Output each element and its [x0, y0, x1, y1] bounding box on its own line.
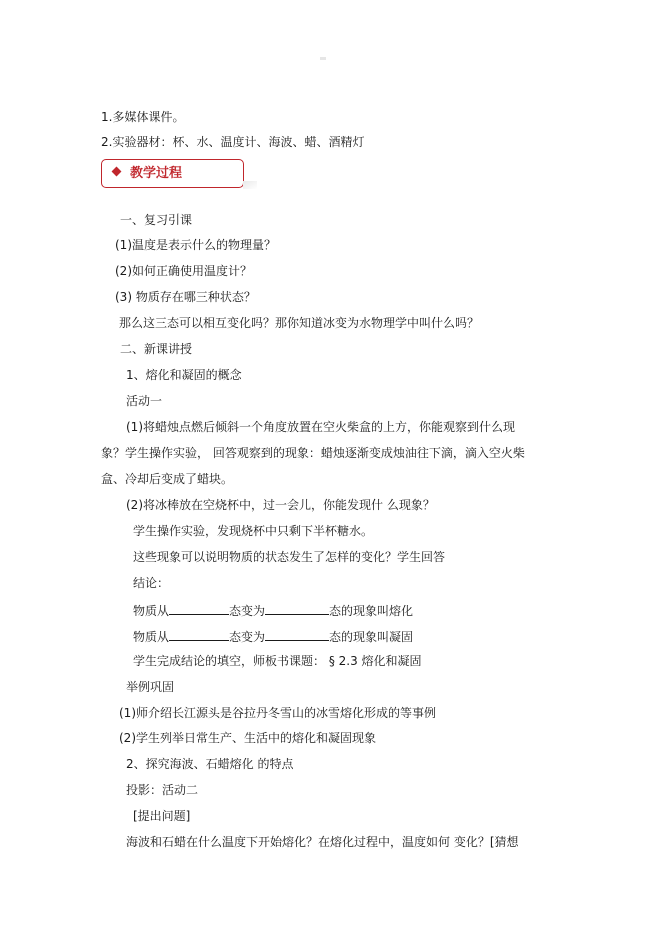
sub-heading-2: 2、探究海波、石蜡熔化 的特点 — [126, 757, 294, 771]
paragraph-2: (2)将冰棒放在空烧杯中，过一会儿，你能发现什 么现象？ — [126, 498, 435, 512]
review-question-2: (2)如何正确使用温度计？ — [115, 264, 252, 278]
faint-mark — [320, 57, 326, 60]
review-heading: 一、复习引课 — [120, 213, 193, 227]
activity-1-label: 活动一 — [126, 394, 163, 408]
paragraph-1-line-1: (1)将蜡烛点燃后倾斜一个角度放置在空火柴盒的上方，你能观察到什么现 — [126, 420, 516, 434]
paragraph-1-line-2: 象？学生操作实验， 回答观察到的现象：蜡烛逐渐变成烛油往下滴，滴入空火柴 — [101, 446, 525, 460]
example-1: (1)师介绍长江源头是谷拉丹冬雪山的冰雪熔化形成的等事例 — [119, 706, 437, 720]
section-title: 教学过程 — [130, 166, 183, 181]
diamond-icon — [112, 167, 122, 177]
projection-label: 投影：活动二 — [126, 783, 199, 797]
conclusion-melting — [133, 602, 413, 618]
conclusion-solidifying — [133, 628, 413, 644]
paragraph-5: 学生完成结论的填空，师板书课题： § 2.3 熔化和凝固 — [133, 654, 422, 668]
fill-blank[interactable] — [265, 628, 329, 641]
conclusion-melting-part-b: 态变为 — [229, 604, 266, 618]
paragraph-1-line-3: 盒、冷却后变成了蜡块。 — [101, 472, 234, 486]
conclusion-melting-part-c: 态的现象叫熔化 — [329, 604, 414, 618]
raise-question-label: [提出问题] — [133, 809, 191, 823]
conclusion-solidifying-part-c: 态的现象叫凝固 — [329, 630, 414, 644]
review-question-1: (1)温度是表示什么的物理量？ — [115, 238, 276, 252]
last-paragraph-line: 海波和石蜡在什么温度下开始熔化？在熔化过程中，温度如何 变化？[猜想 — [126, 835, 519, 849]
example-2: (2)学生列举日常生产、生活中的熔化和凝固现象 — [119, 731, 376, 745]
review-question-3: (3) 物质存在哪三种状态？ — [115, 290, 256, 304]
fill-blank[interactable] — [169, 628, 229, 641]
review-lead: 那么这三态可以相互变化吗？那你知道冰变为水物理学中叫什么吗？ — [119, 316, 480, 330]
conclusion-label: 结论： — [133, 576, 170, 590]
new-lesson-heading: 二、新课讲授 — [120, 342, 193, 356]
conclusion-solidifying-part-a: 物质从 — [133, 630, 170, 644]
material-line-2: 2.实验器材：杯、水、温度计、海波、蜡、酒精灯 — [101, 135, 365, 149]
banner-shadow — [243, 181, 257, 189]
conclusion-solidifying-part-b: 态变为 — [229, 630, 266, 644]
paragraph-3: 学生操作实验，发现烧杯中只剩下半杯糖水。 — [133, 524, 374, 538]
section-banner — [101, 159, 244, 188]
conclusion-melting-part-a: 物质从 — [133, 604, 170, 618]
fill-blank[interactable] — [265, 602, 329, 615]
fill-blank[interactable] — [169, 602, 229, 615]
paragraph-4: 这些现象可以说明物质的状态发生了怎样的变化？学生回答 — [133, 550, 446, 564]
sub-heading-1: 1、熔化和凝固的概念 — [126, 368, 242, 382]
examples-heading: 举例巩固 — [126, 680, 175, 694]
material-line-1: 1.多媒体课件。 — [101, 110, 185, 124]
